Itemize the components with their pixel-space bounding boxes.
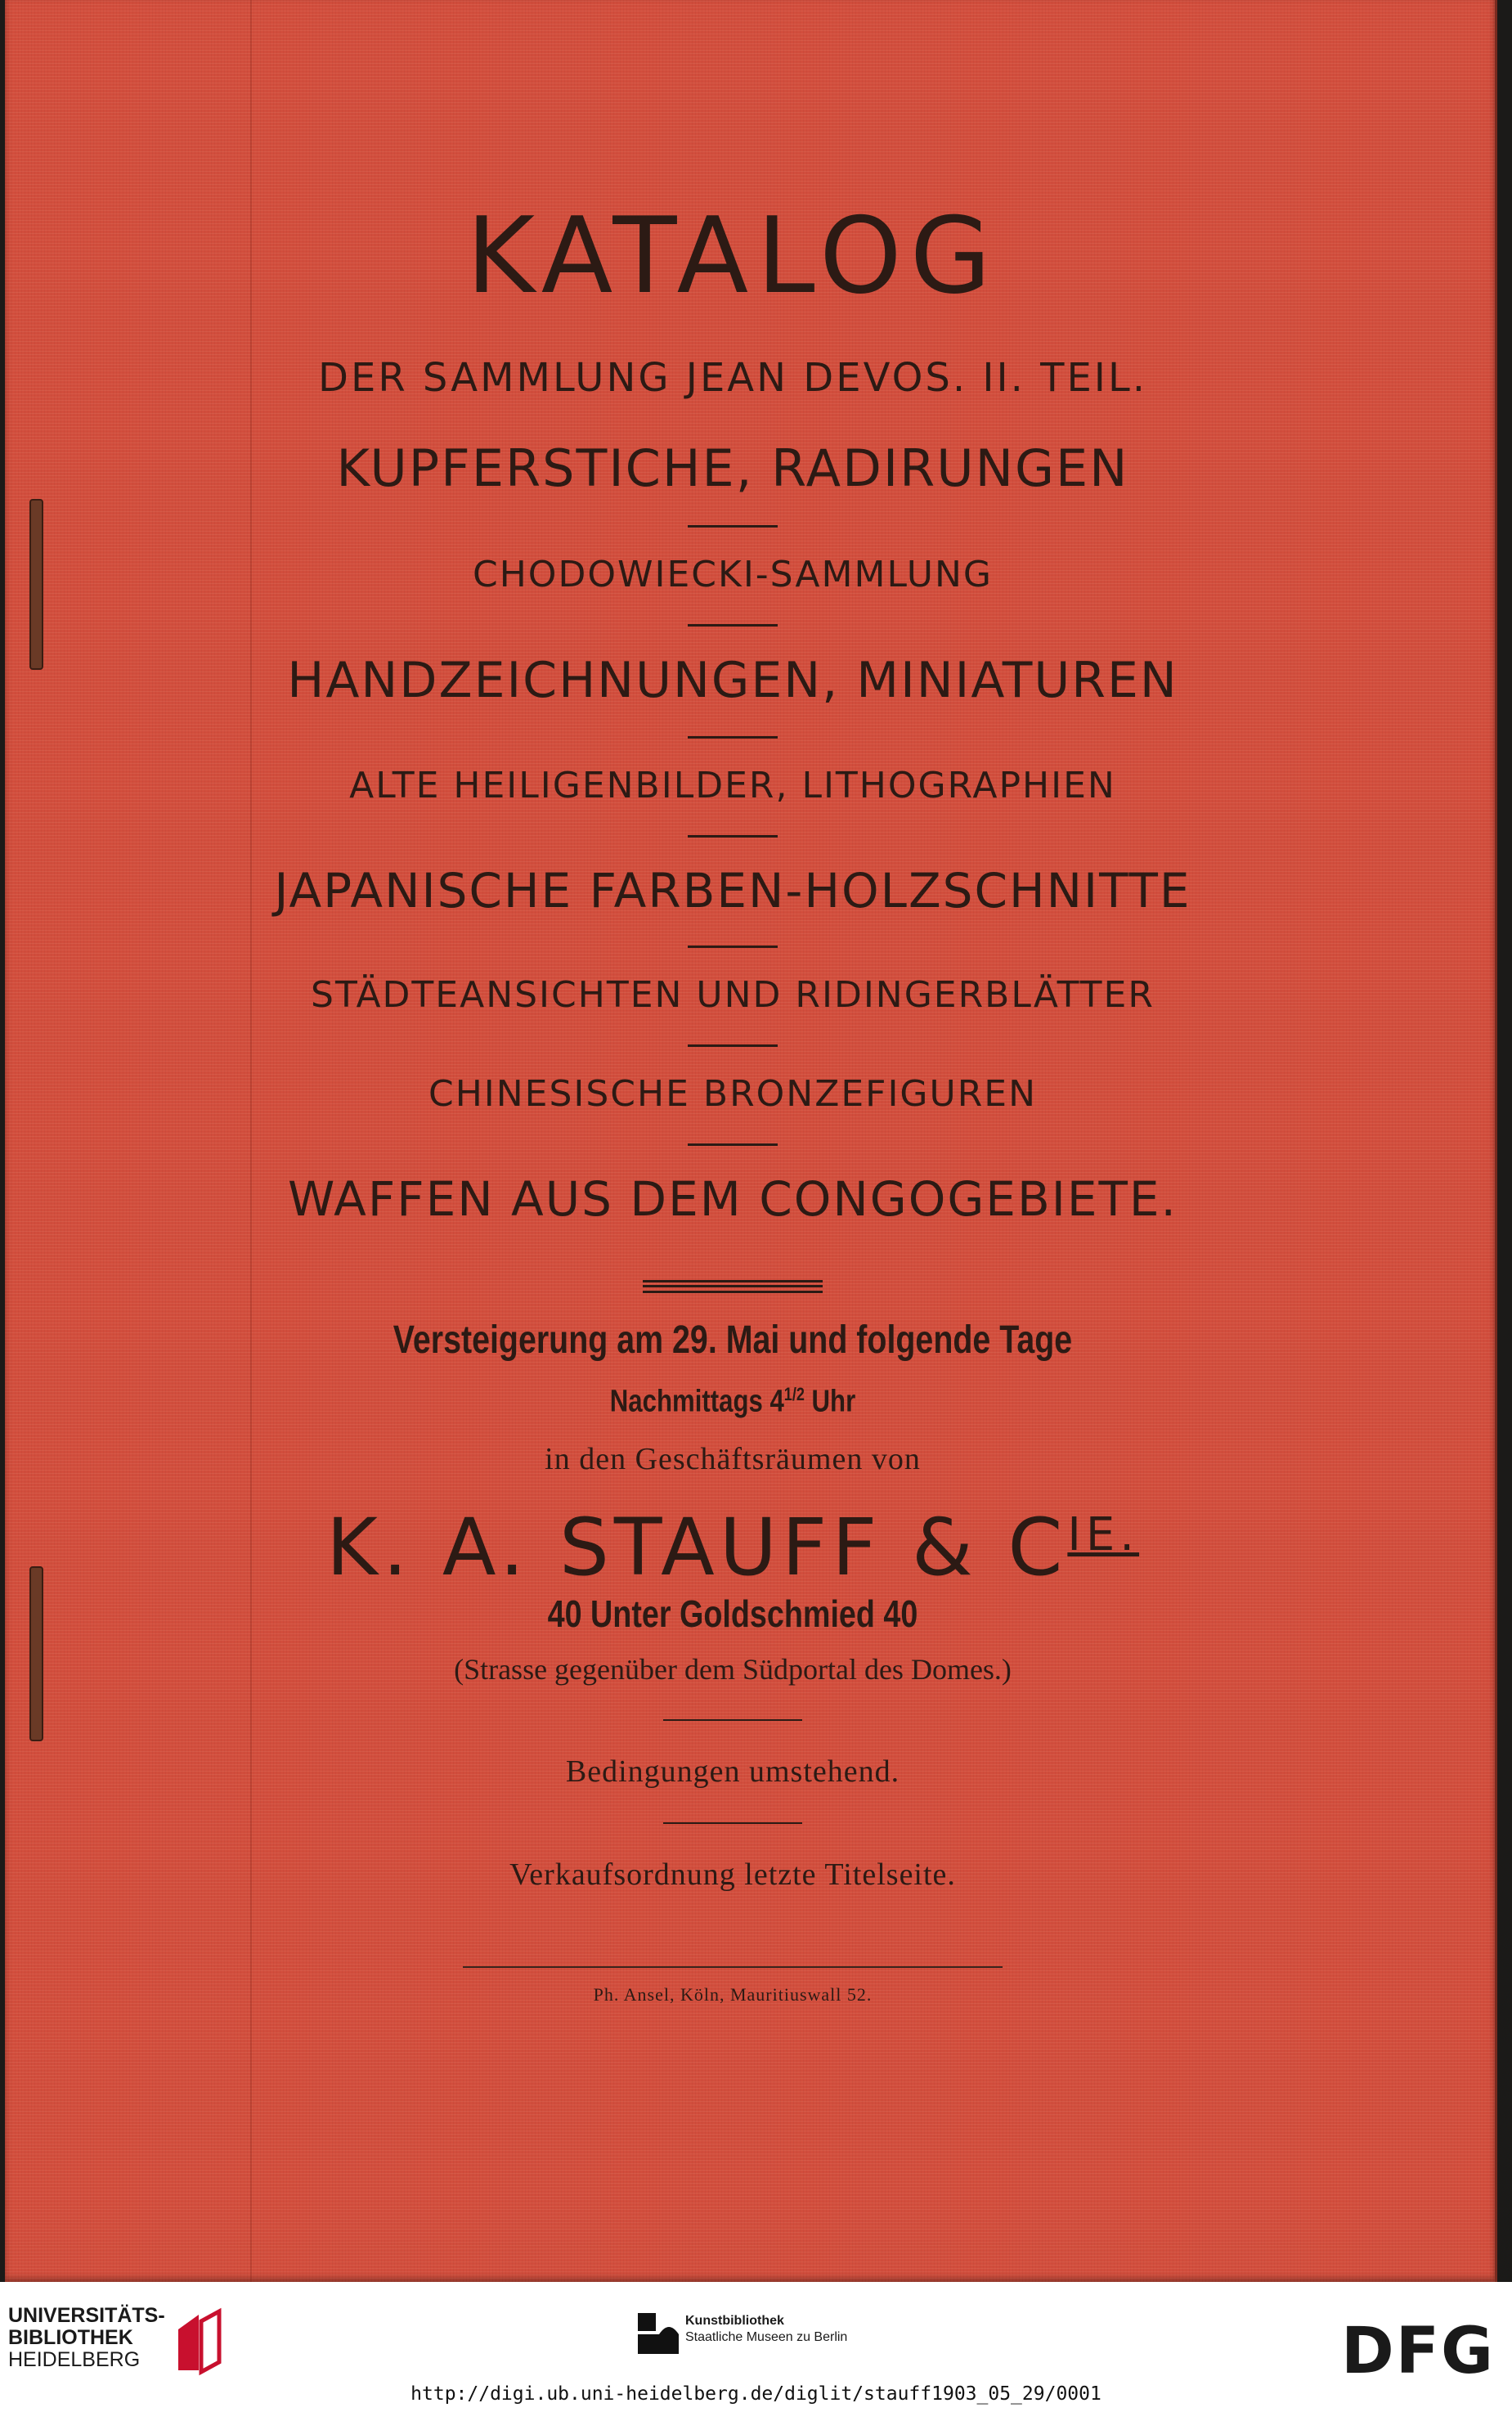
auction-time-prefix: Nachmittags 4 xyxy=(609,1384,784,1419)
staple-icon xyxy=(29,1566,43,1741)
separator xyxy=(688,525,778,528)
library-name-line: UNIVERSITÄTS- xyxy=(8,2304,165,2327)
sale-order-note: Verkaufsordnung letzte Titelseite. xyxy=(509,1857,956,1892)
separator xyxy=(663,1719,802,1721)
category-line: WAFFEN AUS DEM CONGOGEBIETE. xyxy=(288,1171,1178,1227)
firm-name-text: K. A. STAUFF & C xyxy=(325,1501,1068,1593)
firm-name-suffix: IE. xyxy=(1067,1507,1140,1561)
digitization-footer xyxy=(0,2282,1512,2412)
double-rule xyxy=(643,1280,823,1293)
auction-time-suffix: Uhr xyxy=(804,1384,856,1419)
staple-icon xyxy=(29,499,43,670)
separator xyxy=(663,1822,802,1824)
printer-rule xyxy=(463,1966,1003,1968)
kunstbibliothek-institution: Staatliche Museen zu Berlin xyxy=(685,2330,848,2344)
separator xyxy=(688,835,778,838)
category-line: CHODOWIECKI-SAMMLUNG xyxy=(473,554,993,595)
category-line: HANDZEICHNUNGEN, MINIATUREN xyxy=(287,652,1178,709)
kunstbibliothek-mark-icon xyxy=(638,2313,679,2354)
catalog-cover xyxy=(5,0,1497,2282)
category-line: JAPANISCHE FARBEN-HOLZSCHNITTE xyxy=(274,863,1191,919)
auction-date: Versteigerung am 29. Mai und folgende Tage xyxy=(393,1318,1073,1362)
separator xyxy=(688,1143,778,1146)
category-line: CHINESISCHE BRONZEFIGUREN xyxy=(428,1073,1038,1115)
library-name-line: BIBLIOTHEK xyxy=(8,2326,133,2349)
separator xyxy=(688,1044,778,1047)
conditions-note: Bedingungen umstehend. xyxy=(565,1754,900,1789)
separator xyxy=(688,736,778,739)
address-note: (Strasse gegenüber dem Südportal des Domes.) xyxy=(454,1652,1012,1686)
category-line: STÄDTEANSICHTEN UND RIDINGERBLÄTTER xyxy=(311,974,1155,1016)
source-url[interactable]: http://digi.ub.uni-heidelberg.de/diglit/stauff1903_05_29/0001 xyxy=(411,2383,1101,2405)
location-intro: in den Geschäftsräumen von xyxy=(545,1441,921,1476)
kunstbibliothek-logo-icon xyxy=(638,2313,900,2362)
catalog-title: KATALOG xyxy=(466,195,999,317)
firm-address: 40 Unter Goldschmied 40 xyxy=(547,1592,918,1635)
firm-name xyxy=(168,1501,1297,1593)
university-library-logo-icon xyxy=(8,2305,245,2378)
cover-text-block xyxy=(168,195,1297,2006)
kunstbibliothek-name: Kunstbibliothek xyxy=(685,2314,784,2328)
category-line: ALTE HEILIGENBILDER, LITHOGRAPHIEN xyxy=(349,765,1116,806)
printer-imprint: Ph. Ansel, Köln, Mauritiuswall 52. xyxy=(593,1983,873,2005)
library-name-line: HEIDELBERG xyxy=(8,2348,141,2371)
separator xyxy=(688,945,778,948)
auction-time xyxy=(270,1384,1196,1420)
collection-subtitle: DER SAMMLUNG JEAN DEVOS. II. TEIL. xyxy=(318,355,1147,401)
separator xyxy=(688,624,778,627)
kunstbibliothek-text xyxy=(685,2313,847,2346)
library-mark-icon xyxy=(162,2305,236,2378)
dfg-logo-icon: DFG xyxy=(1341,2315,1496,2388)
auction-time-fraction: 1/2 xyxy=(783,1384,805,1404)
category-line: KUPFERSTICHE, RADIRUNGEN xyxy=(336,438,1129,498)
